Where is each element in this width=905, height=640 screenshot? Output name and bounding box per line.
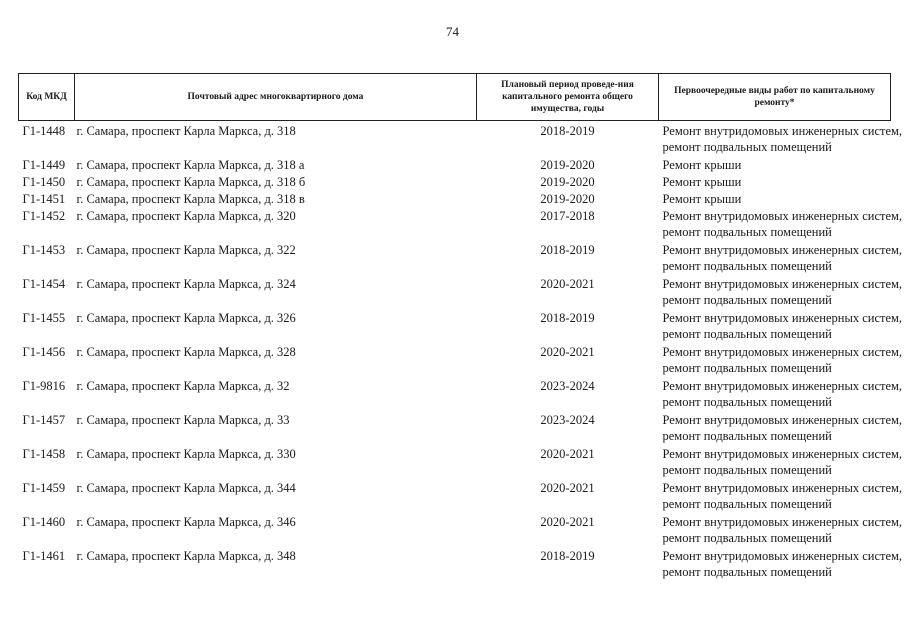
cell-code: Г1-1451 (22, 192, 66, 206)
table-row (19, 378, 891, 412)
cell-code: Г1-1459 (22, 481, 66, 495)
cell-works (659, 344, 903, 378)
works-line: Ремонт внутридомовых инженерных систем, (662, 124, 903, 138)
table-row (19, 121, 891, 158)
cell-works (659, 480, 903, 514)
works-line: Ремонт внутридомовых инженерных систем, (662, 515, 903, 529)
cell-period: 2018-2019 (540, 124, 595, 138)
works-line: Ремонт внутридомовых инженерных систем, (662, 243, 903, 257)
works-line: Ремонт внутридомовых инженерных систем, (662, 413, 903, 427)
cell-code: Г1-1457 (22, 413, 66, 427)
cell-code: Г1-1458 (22, 447, 66, 461)
cell-code: Г1-1449 (22, 158, 66, 172)
works-line: ремонт подвальных помещений (662, 497, 832, 511)
cell-address: г. Самара, проспект Карла Маркса, д. 326 (76, 311, 296, 325)
cell-works (659, 378, 903, 412)
cell-address: г. Самара, проспект Карла Маркса, д. 318 б (76, 175, 306, 189)
works-line: Ремонт внутридомовых инженерных систем, (662, 379, 903, 393)
cell-address: г. Самара, проспект Карла Маркса, д. 318 а (76, 158, 305, 172)
works-line: ремонт подвальных помещений (662, 259, 832, 273)
works-line: ремонт подвальных помещений (662, 140, 832, 154)
table-body (19, 121, 903, 583)
works-line: ремонт подвальных помещений (662, 293, 832, 307)
cell-period: 2018-2019 (540, 311, 595, 325)
cell-address: г. Самара, проспект Карла Маркса, д. 346 (76, 515, 296, 529)
cell-address: г. Самара, проспект Карла Маркса, д. 328 (76, 345, 296, 359)
table-header (19, 74, 891, 121)
cell-code: Г1-1448 (22, 124, 66, 138)
cell-address: г. Самара, проспект Карла Маркса, д. 344 (76, 481, 296, 495)
cell-works (659, 276, 903, 310)
table-row (19, 514, 891, 548)
works-line: Ремонт внутридомовых инженерных систем, (662, 209, 903, 223)
cell-period: 2020-2021 (540, 481, 595, 495)
cell-period: 2019-2020 (540, 192, 595, 206)
cell-works (659, 412, 903, 446)
cell-code: Г1-1461 (22, 549, 66, 563)
cell-works (659, 208, 903, 242)
table-row (19, 446, 891, 480)
cell-address: г. Самара, проспект Карла Маркса, д. 33 (76, 413, 290, 427)
cell-address: г. Самара, проспект Карла Маркса, д. 318 (76, 124, 296, 138)
cell-works (659, 548, 903, 582)
works-line: Ремонт внутридомовых инженерных систем, (662, 311, 903, 325)
cell-works (659, 446, 903, 480)
table-row (19, 191, 891, 208)
repair-table (18, 73, 903, 582)
cell-period: 2018-2019 (540, 243, 595, 257)
cell-period: 2018-2019 (540, 549, 595, 563)
cell-code: Г1-1450 (22, 175, 66, 189)
cell-works (659, 242, 903, 276)
table-row (19, 157, 891, 174)
cell-period: 2019-2020 (540, 158, 595, 172)
works-line: ремонт подвальных помещений (662, 429, 832, 443)
table-row (19, 174, 891, 191)
cell-address: г. Самара, проспект Карла Маркса, д. 324 (76, 277, 296, 291)
cell-works (659, 191, 891, 208)
works-line: ремонт подвальных помещений (662, 565, 832, 579)
works-line: ремонт подвальных помещений (662, 531, 832, 545)
cell-period: 2020-2021 (540, 277, 595, 291)
table-row (19, 344, 891, 378)
table-row (19, 276, 891, 310)
works-line: Ремонт крыши (662, 158, 742, 172)
cell-code: Г1-1453 (22, 243, 66, 257)
cell-address: г. Самара, проспект Карла Маркса, д. 320 (76, 209, 296, 223)
cell-works (659, 157, 891, 174)
works-line: ремонт подвальных помещений (662, 327, 832, 341)
cell-address: г. Самара, проспект Карла Маркса, д. 348 (76, 549, 296, 563)
cell-period: 2023-2024 (540, 379, 595, 393)
table-row (19, 480, 891, 514)
header-address: Почтовый адрес многоквартирного дома (75, 74, 477, 121)
cell-address: г. Самара, проспект Карла Маркса, д. 318 в (76, 192, 305, 206)
cell-works (659, 121, 903, 158)
works-line: Ремонт крыши (662, 192, 742, 206)
works-line: Ремонт внутридомовых инженерных систем, (662, 549, 903, 563)
cell-period: 2023-2024 (540, 413, 595, 427)
works-line: Ремонт внутридомовых инженерных систем, (662, 345, 903, 359)
works-line: Ремонт внутридомовых инженерных систем, (662, 481, 903, 495)
works-line: Ремонт внутридомовых инженерных систем, (662, 447, 903, 461)
cell-code: Г1-9816 (22, 379, 66, 393)
table-row (19, 208, 891, 242)
cell-period: 2020-2021 (540, 345, 595, 359)
works-line: ремонт подвальных помещений (662, 225, 832, 239)
cell-address: г. Самара, проспект Карла Маркса, д. 330 (76, 447, 296, 461)
works-line: ремонт подвальных помещений (662, 361, 832, 375)
works-line: ремонт подвальных помещений (662, 463, 832, 477)
cell-address: г. Самара, проспект Карла Маркса, д. 322 (76, 243, 296, 257)
cell-period: 2017-2018 (540, 209, 595, 223)
cell-period: 2020-2021 (540, 447, 595, 461)
cell-code: Г1-1455 (22, 311, 66, 325)
table-row (19, 412, 891, 446)
header-code: Код МКД (19, 74, 75, 121)
header-period: Плановый период проведе-ния капитального ремонта общего имущества, годы (477, 74, 659, 121)
cell-period: 2019-2020 (540, 175, 595, 189)
header-works: Первоочередные виды работ по капитальному ремонту* (659, 74, 891, 121)
table-row (19, 548, 891, 582)
cell-works (659, 174, 891, 191)
cell-period: 2020-2021 (540, 515, 595, 529)
table-row (19, 310, 891, 344)
cell-code: Г1-1454 (22, 277, 66, 291)
table-row (19, 242, 891, 276)
cell-works (659, 310, 903, 344)
cell-address: г. Самара, проспект Карла Маркса, д. 32 (76, 379, 290, 393)
page-number: 74 (446, 24, 459, 39)
works-line: ремонт подвальных помещений (662, 395, 832, 409)
works-line: Ремонт внутридомовых инженерных систем, (662, 277, 903, 291)
cell-code: Г1-1452 (22, 209, 66, 223)
cell-code: Г1-1456 (22, 345, 66, 359)
works-line: Ремонт крыши (662, 175, 742, 189)
cell-works (659, 514, 903, 548)
cell-code: Г1-1460 (22, 515, 66, 529)
